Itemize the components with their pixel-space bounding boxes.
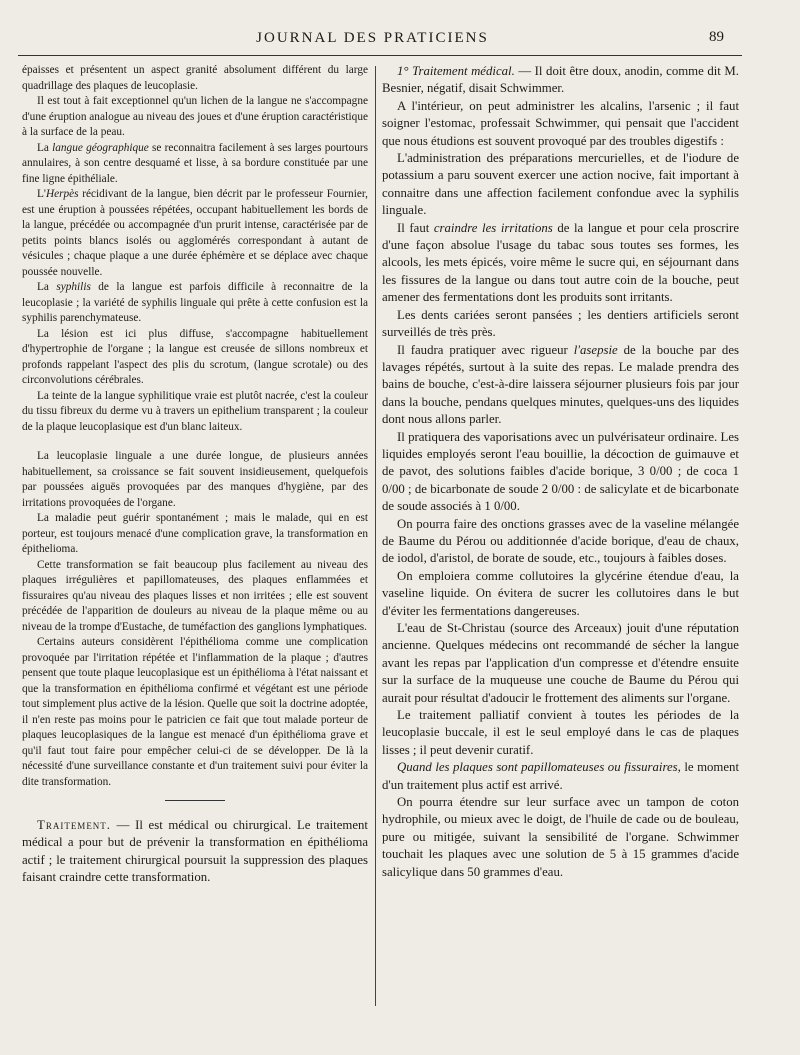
paragraph: A l'intérieur, on peut administrer les alcalins, l'arsenic ; il faut soigner l'estomac, professait Schwimmer, qui pensait que l'accident que nous étudions est souvent provoqué par des troubles digestifs : [382,98,739,148]
column-divider [375,66,376,1006]
paragraph: épaisses et présentent un aspect granité absolument différent du large quadrillage des plaques de leucoplasie. [22,64,368,92]
paragraph: Certains auteurs considèrent l'épithélioma comme une complication provoquée par l'irritation répétée et l'inflammation de la plaque ; d'autres pensent que toute plaque leucoplasique est un épithélioma à l'état naissant et que la transformation en épithélioma confirmé et végétant est une période tout simplement plus active de la lésion. Quelle que soit la doctrine adoptée, il n'en reste pas moins pour le patricien ce fait que tout malade porteur de plaques leucoplasiques de la langue est menacé d'un épithélioma grave et qu'il faut tout faire pour empêcher celui-ci de se développer. De là la nécessité d'une surveillance constante et d'un traitement suivi pour éviter la dite transformation. [22,636,368,788]
paragraph: La langue géographique se reconnaitra facilement à ses larges pourtours annulaires, à son centre desquamé et lisse, à sa bordure constituée par une fine ligne épithéliale. [22,141,368,185]
paragraph: Il est tout à fait exceptionnel qu'un lichen de la langue ne s'accompagne d'une éruption analogue au niveau des joues et d'une éruption caractéristique à la surface de la peau. [22,95,368,138]
page-header [0,0,800,56]
paragraph: Il pratiquera des vaporisations avec un pulvérisateur ordinaire. Les liquides employés seront l'eau bouillie, la décoction de guimauve et de pavot, des solutions faibles d'acide borique, 3 0/00 ; de coca 1 0/00 ; de bicarbonate de soude 2 0/00 : de salicylate et de bicarbonate de soude associés à 1 0/00. [382,429,739,514]
paragraph: Il faudra pratiquer avec rigueur l'asepsie de la bouche par des lavages répétés, surtout à la suite des repas. Le malade prendra des bains de bouche, c'est-à-dire laissera séjourner plusieurs fois par jour dans la bouche, pendans quelques minutes, quelques-uns des liquides dont nous allons parler. [382,342,739,427]
paragraph: L'Herpès récidivant de la langue, bien décrit par le professeur Fournier, est une éruption à poussées répétées, occupant habituellement les bords de la langue, précédée ou accompagnée d'un prurit intense, caractérisée par de petits points blancs isolés ou agglomérés correspondant à autant de vésicules ; chaque plaque a une durée éphémère et se déplace avec chaque poussée nouvelle. [22,188,368,278]
spacer [22,435,368,449]
paragraph: Cette transformation se fait beaucoup plus facilement au niveau des plaques irrégulières et papillomateuses, des plaques enflammées et fissuraires qu'au niveau des plaques lisses et non irritées ; elle est souvent précédée de l'apparition de douleurs au niveau de la plaque même ou au niveau de la trompe d'Eustache, de tuméfaction des ganglions lymphatiques. [22,558,368,633]
journal-title: JOURNAL DES PRATICIENS [256,30,489,46]
paragraph: La leucoplasie linguale a une durée longue, de plusieurs années habituellement, sa croissance se fait souvent insidieusement, quelquefois par poussées aiguës provoquées par des manques d'hygiène, par des irritations provoquées de l'organe. [22,450,368,509]
left-column [22,63,368,887]
paragraph: 1° Traitement médical. — Il doit être doux, anodin, comme dit M. Besnier, négatif, disait Schwimmer. [382,64,739,96]
paragraph: La teinte de la langue syphilitique vraie est plutôt nacrée, c'est la couleur du tissu fibreux du derme vu à travers un epithelium transparent ; la couleur de la plaque leucoplasique est d'un blanc laiteux. [22,389,368,433]
paragraph: Les dents cariées seront pansées ; les dentiers artificiels seront surveillés de très près. [382,307,739,340]
paragraph: L'eau de St-Christau (source des Arceaux) jouit d'une réputation ancienne. Quelques médecins ont recommandé de sécher la langue avant les repas par l'application d'un compresse et d'étendre ensuite sur la surface de la muqueuse une couche de Baume du Pérou qui aurait pour résultat d'adoucir le frottement des aliments sur l'organe. [382,621,739,705]
paragraph: Quand les plaques sont papillomateuses ou fissuraires, le moment d'un traitement plus actif est arrivé. [382,760,740,792]
paragraph: Traitement. — Il est médical ou chirurgical. Le traitement médical a pour but de prévenir la transformation en épithélioma actif ; le traitement chirurgical poursuit la suppression des plaques faisant craindre cette transformation. [22,818,368,885]
paragraph: L'administration des préparations mercurielles, et de l'iodure de potassium a paru souvent exercer une action nocive, fait important à connaitre dans une affection facilement confondue avec la syphilis linguale. [382,151,739,218]
header-rule [18,55,742,56]
paragraph: La syphilis de la langue est parfois difficile à reconnaitre de la leucoplasie ; la variété de syphilis linguale qui prête à cette confusion est la syphilis parenchymateuse. [22,281,368,324]
page-number: 89 [709,29,724,45]
paragraph: La maladie peut guérir spontanément ; mais le malade, qui en est porteur, est toujours menacé d'une complication grave, la transformation en épithelioma. [22,512,368,555]
paragraph: La lésion est ici plus diffuse, s'accompagne habituellement d'hypertrophie de l'organe ; la langue est creusée de sillons nombreux et profonds rappelant l'aspect des plis du scrotum, (langue scrotale) ou des circonvolutions cérébrales. [22,327,368,386]
paragraph: On pourra étendre sur leur surface avec un tampon de coton hydrophile, ou mieux avec le doigt, de l'huile de cade ou de bouleau, pure ou mitigée, suivant la sensibilité de l'organe. Schwimmer touchait les plaques avec une solution de 5 à 15 grammes d'acide salicylique dans 50 grammes d'eau. [382,795,739,879]
section-separator [165,800,225,801]
right-column [382,63,739,881]
paragraph: Le traitement palliatif convient à toutes les périodes de la leucoplasie buccale, il est le seul employé dans le cas de plaques lisses ; il peut devenir curatif. [382,708,739,757]
paragraph: Il faut craindre les irritations de la langue et pour cela proscrire d'une façon absolue l'usage du tabac sous toutes ses formes, les alcools, les mets épicés, voire même le sucre qui, en séjournant dans les fissures de la langue ou dans tout autre coin de la bouche, peut amener des fermentations dont les produits sont irritants. [382,220,739,305]
paragraph: On emploiera comme collutoires la glycérine étendue d'eau, la vaseline liquide. On évitera de sucrer les collutoires dans le but d'éviter les fermentations dangereuses. [382,568,739,618]
paragraph: On pourra faire des onctions grasses avec de la vaseline mélangée de Baume du Pérou ou additionnée d'acide borique, d'eau de chaux, de iodol, d'aristol, de borate de soude, etc., toujours à faibles doses. [382,516,739,566]
